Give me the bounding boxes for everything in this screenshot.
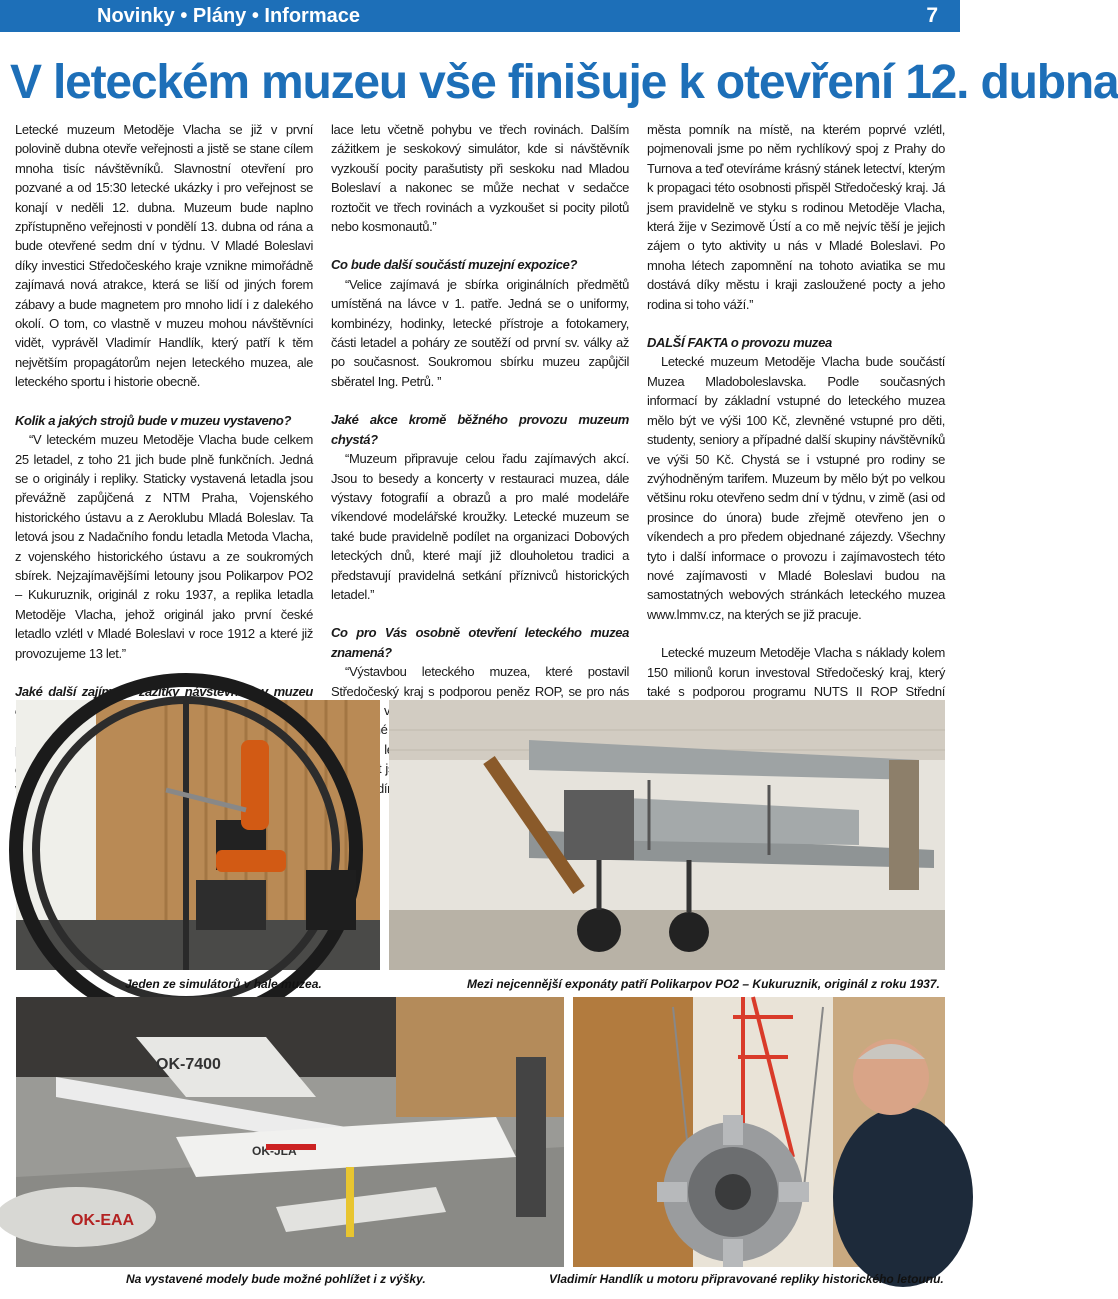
- answer-paragraph: “V leteckém muzeu Metoděje Vlacha bude celkem 25 letadel, z toho 21 jich bude plně funkčních. Jedná se o originály i repliky. Staticky vystavená letadla jsou převážně zapůjčená z NTM Praha, Vojenského historického ústavu a z Aeroklubu Mladá Boleslav. Ta letová jsou z Nadačního fondu letadla Metoda Vlacha, z vojenského historického ústavu a ze soukromých sbírek. Nejzajímavějšími letouny jsou Polikarpov PO2 – Kukuruznik, originál z roku 1937, a replika letadla Metoděje Vlacha, jehož originál jako první české letadlo vzlétl v Mladé Boleslavi v roce 1912 a které již provozujeme 13 let.”: [15, 432, 313, 661]
- engine-caption: Vladimír Handlík u motoru připravované repliky historického letounu.: [549, 1272, 944, 1286]
- biplane-photo: [389, 700, 945, 970]
- answer-paragraph: “Výstavbou leteckého muzea, které postavil Středočeský kraj s podporou peněz ROP, se pro nás: [331, 664, 629, 699]
- answer-paragraph: “Velice zajímavá je sbírka originálních předmětů umístěná na lávce v 1. patře. Jedná se o uniformy, kombinézy, hodinky, letecké přístroje a fotokamery, části letadel a poháry ze soutěží od první sv. války až po současnost. Soukromou sbírku muzeu zapůjčil sběratel Ing. Petrů. ”: [331, 276, 629, 389]
- models-photo: [16, 997, 564, 1267]
- facts-paragraph: Letecké muzeum Metoděje Vlacha bude součástí Muzea Mladoboleslavska. Podle současných informací by základní vstupné do leteckého muzea mělo být ve výši 100 Kč, zlevněné vstupné pro děti, studenty, seniory a případné další skupiny návštěvníků ve výši 50 Kč. Chystá se i vstupné pro rodiny se zvýhodněným tarifem. Muzeum by mělo být po velkou většinu roku otevřeno sedm dní v týdnu, v zimě (asi od prosince do února) bude zřejmě otevřeno jen o víkendech a pro předem objednané zájezdy. Všechny tyto i další informace o provozu i zajímavostech této nové zajímavosti v Mladé Boleslavi budou na samostatných webových stránkách leteckého muzea www.lmmv.cz, na kterých se již pracuje.: [647, 354, 945, 622]
- intro-paragraph: Letecké muzeum Metoděje Vlacha se již v první polovině dubna otevře veřejnosti a jistě se stane cílem mnoha tisíc návštěvníků. Slavnostní otevření pro pozvané a od 15:30 letecké ukázky i pro veřejnost se konají v neděli 12. dubna. Muzeum bude naplno zpřístupněno veřejnosti v pondělí 13. dubna od rána a bude otevřené sedm dní v týdnu. V Mladé Boleslavi díky investici Středočeského kraje vznikne mimořádně zajímavá nová atrakce, která se liší od jiných forem zábavy a bude magnetem pro mnoho lidí i z dalekého okolí. O tom, co vlastně v muzeu mohou návštěvníci vidět, vyprávěl Vladimír Handlík, který patří k těm největším propagátorům nejen leteckého muzea, ale leteckého sportu i historie obecně.: [15, 122, 313, 390]
- models-caption: Na vystavené modely bude možné pohlížet i z výšky.: [126, 1272, 426, 1286]
- question-heading: Jaké další zajímavé zážitky návštěvníky v muzeu: [15, 683, 313, 699]
- model-registration-1: OK-7400: [156, 1056, 221, 1073]
- facts-heading: DALŠÍ FAKTA o provozu muzea: [647, 335, 832, 351]
- model-registration-2: OK-EAA: [71, 1212, 135, 1229]
- biplane-caption: Mezi nejcennější exponáty patří Polikarpov PO2 – Kukuruznik, originál z roku 1937.: [467, 977, 940, 991]
- question-heading: Co pro Vás osobně otevření leteckého muzea znamená?: [331, 625, 629, 660]
- simulator-caption: Jeden ze simulátorů v hale muzea.: [125, 977, 322, 991]
- section-label: Novinky • Plány • Informace: [97, 5, 360, 27]
- article-headline: V leteckém muzeu vše finišuje k otevření 12. dubna: [10, 56, 1118, 109]
- text-column-2: [331, 120, 629, 798]
- funding-paragraph: Letecké muzeum Metoděje Vlacha s náklady kolem 150 milionů korun investoval Středočeský kraj, který také s podporou programu NUTS II ROP Střední: [647, 645, 945, 699]
- answer-paragraph: města pomník na místě, na kterém poprvé vzlétl, pojmenovali jsme po něm rychlíkový spoj z Prahy do Turnova a teď otevíráme krásný stánek letectví, kterým k propagaci této osobnosti přispěl Středočeský kraj. Já jsem pravidelně ve styku s rodinou Metoděje Vlacha, která žije v Sezimově Ústí a co mě nejvíc těší je jejich zájem o tyto aktivity u nás v Mladé Boleslavi. Po mnoha létech zapomnění na tohoto aviatika se mu dostává díky městu i kraji zasloužené pocty a jeho rodina si toho váží.”: [647, 122, 945, 312]
- engine-photo: [573, 997, 945, 1267]
- page-number: 7: [926, 4, 938, 27]
- simulator-photo: [16, 700, 380, 970]
- answer-paragraph: lace letu včetně pohybu ve třech rovinách. Dalším zážitkem je seskokový simulátor, kde si návštěvník vyzkouší pocity parašutisty při seskoku nad Mladou Boleslaví a nakonec se může nechat v sedačce roztočit ve třech rovinách a vyzkoušet si pocity pilotů nebo kosmonautů.”: [331, 122, 629, 235]
- model-registration-3: OK-JLA: [252, 1144, 297, 1158]
- engine-image: [573, 997, 945, 1267]
- answer-paragraph: “Muzeum připravuje celou řadu zajímavých akcí. Jsou to besedy a koncerty v restauraci muzea, dále výstavy fotografií a obrazů a pro malé modeláře víkendové modelářské kroužky. Letecké muzeum se také bude pravidelně podílet na organizaci Dobových leteckých dnů, které mají již dlouholetou tradici a představují pravidelná setkání příznivců historických letadel.”: [331, 451, 629, 602]
- header-bar: [0, 0, 960, 32]
- simulator-image: [16, 700, 380, 970]
- text-column-3: [647, 120, 945, 740]
- question-heading: Co bude další součástí muzejní expozice?: [331, 257, 578, 273]
- models-image: [16, 997, 564, 1267]
- question-heading: Kolik a jakých strojů bude v muzeu vystaveno?: [15, 412, 292, 428]
- biplane-image: [389, 700, 945, 970]
- question-heading: Jaké akce kromě běžného provozu muzeum chystá?: [331, 412, 629, 447]
